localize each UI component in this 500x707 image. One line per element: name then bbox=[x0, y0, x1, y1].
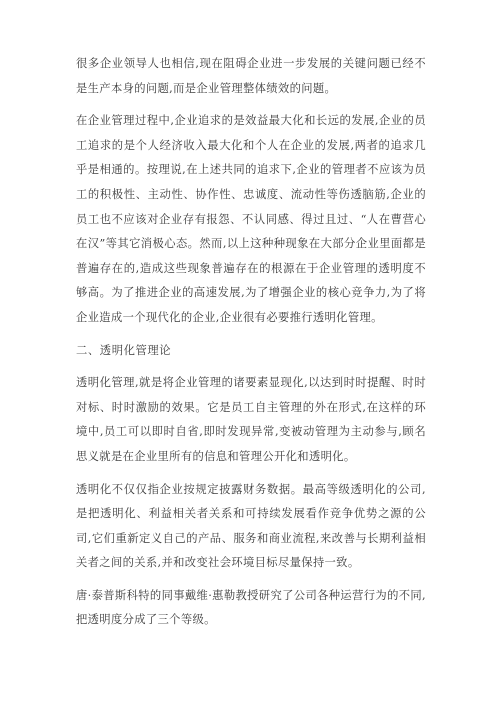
document-page bbox=[76, 52, 426, 641]
paragraph-transparency-definition: 透明化管理,就是将企业管理的诸要素显现化,以达到时时提醒、时时对标、时时激励的效果。它是员工自主管理的外在形式,在这样的环境中,员工可以即时自省,即时发现异常,变被动管理为主动参与,顾名思义就是在企业里所有的信息和管理公开化和透明化。 bbox=[76, 376, 426, 463]
paragraph-management-process: 在企业管理过程中,企业追求的是效益最大化和长远的发展,企业的员工追求的是个人经济收入最大化和个人在企业的发展,两者的追求几乎是相通的。按理说,在上述共同的追求下,企业的管理者不应该为员工的积极性、主动性、协作性、忠诚度、流动性等伤透脑筋,企业的员工也不应该对企业存有报怨、不认同感、得过且过、“人在曹营心在汉”等其它消极心态。然而,以上这种种现象在大部分企业里面都是普遍存在的,造成这些现象普遍存在的根源在于企业管理的透明度不够高。为了推进企业的高速发展,为了增强企业的核心竞争力,为了将企业造成一个现代化的企业,企业很有必要推行透明化管理。 bbox=[76, 114, 426, 324]
paragraph-tapscott: 唐·泰普斯科特的同事戴维·惠勒教授研究了公司各种运营行为的不同,把透明度分成了三个等级。 bbox=[76, 588, 426, 627]
paragraph-intro: 很多企业领导人也相信,现在阻碍企业进一步发展的关键问题已经不是生产本身的问题,而是企业管理整体绩效的问题。 bbox=[76, 57, 426, 95]
paragraph-transparency-levels: 透明化不仅仅指企业按规定披露财务数据。最高等级透明化的公司,是把透明化、利益相关者关系和可持续发展看作竞争优势之源的公司,它们重新定义自己的产品、服务和商业流程,来改善与长期利益相关者之间的关系,并和改变社会环境目标尽量保持一致。 bbox=[76, 482, 426, 570]
section-heading: 二、透明化管理论 bbox=[76, 343, 172, 357]
